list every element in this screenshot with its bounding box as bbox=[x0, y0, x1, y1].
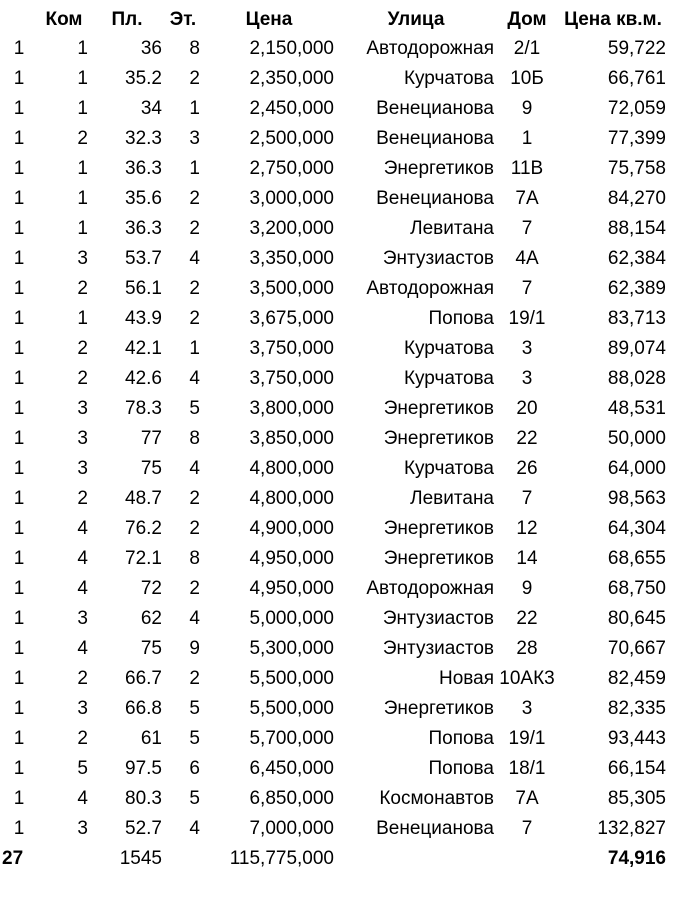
cell-floor: 6 bbox=[189, 758, 200, 779]
cell-index: 1 bbox=[13, 278, 25, 299]
cell-index: 1 bbox=[13, 308, 25, 329]
cell-house: 7А bbox=[515, 788, 539, 809]
header-rooms: Ком bbox=[45, 9, 83, 30]
cell-area: 77 bbox=[140, 428, 162, 449]
cell-price-per-sqm: 132,827 bbox=[597, 818, 666, 839]
cell-street: Левитана bbox=[410, 218, 494, 239]
table-row bbox=[0, 604, 668, 634]
table-row bbox=[0, 634, 668, 664]
cell-floor: 5 bbox=[189, 698, 200, 719]
cell-index: 1 bbox=[13, 638, 25, 659]
cell-price: 4,950,000 bbox=[249, 578, 334, 599]
cell-floor: 2 bbox=[189, 278, 200, 299]
table-row bbox=[0, 544, 668, 574]
cell-area: 34 bbox=[140, 98, 162, 119]
cell-price: 5,500,000 bbox=[249, 668, 334, 689]
cell-area: 36 bbox=[140, 38, 162, 59]
cell-floor: 5 bbox=[189, 788, 200, 809]
cell-street: Энергетиков bbox=[383, 518, 494, 539]
cell-area: 36.3 bbox=[125, 218, 162, 239]
table-row bbox=[0, 754, 668, 784]
cell-floor: 2 bbox=[189, 308, 200, 329]
apartments-table bbox=[0, 6, 668, 874]
cell-index: 1 bbox=[13, 398, 25, 419]
cell-rooms: 2 bbox=[77, 668, 88, 689]
table-row bbox=[0, 694, 668, 724]
table-row bbox=[0, 184, 668, 214]
cell-area: 72.1 bbox=[125, 548, 162, 569]
cell-floor: 8 bbox=[189, 38, 200, 59]
header-house: Дом bbox=[507, 9, 547, 30]
cell-price-per-sqm: 68,655 bbox=[607, 548, 666, 569]
cell-floor: 2 bbox=[189, 578, 200, 599]
cell-house: 19/1 bbox=[508, 308, 546, 329]
cell-floor: 5 bbox=[189, 398, 200, 419]
cell-price: 5,000,000 bbox=[249, 608, 334, 629]
cell-price-per-sqm: 75,758 bbox=[607, 158, 666, 179]
cell-house: 28 bbox=[516, 638, 538, 659]
cell-index: 1 bbox=[13, 728, 25, 749]
cell-area: 62 bbox=[140, 608, 162, 629]
cell-street: Энтузиастов bbox=[382, 248, 494, 269]
cell-house: 4А bbox=[515, 248, 539, 269]
total-price: 115,775,000 bbox=[229, 848, 334, 869]
cell-index: 1 bbox=[13, 158, 25, 179]
cell-index: 1 bbox=[13, 368, 25, 389]
cell-house: 7 bbox=[521, 488, 533, 509]
cell-rooms: 1 bbox=[77, 68, 88, 89]
cell-area: 76.2 bbox=[125, 518, 162, 539]
cell-index: 1 bbox=[13, 608, 25, 629]
cell-street: Энергетиков bbox=[383, 158, 494, 179]
cell-street: Энергетиков bbox=[383, 398, 494, 419]
table-row bbox=[0, 784, 668, 814]
table-row bbox=[0, 274, 668, 304]
cell-price-per-sqm: 62,384 bbox=[607, 248, 666, 269]
cell-street: Автодорожная bbox=[366, 38, 494, 59]
total-empty-2 bbox=[164, 844, 202, 874]
cell-street: Венецианова bbox=[376, 128, 494, 149]
table-row bbox=[0, 514, 668, 544]
cell-street: Попова bbox=[428, 308, 494, 329]
cell-floor: 4 bbox=[189, 818, 200, 839]
cell-price: 7,000,000 bbox=[249, 818, 334, 839]
cell-price: 5,500,000 bbox=[249, 698, 334, 719]
cell-price-per-sqm: 64,304 bbox=[607, 518, 666, 539]
cell-street: Венецианова bbox=[376, 98, 494, 119]
header-area: Пл. bbox=[111, 9, 143, 30]
cell-rooms: 3 bbox=[77, 458, 88, 479]
cell-house: 10АК3 bbox=[499, 668, 555, 689]
cell-rooms: 4 bbox=[77, 548, 88, 569]
cell-street: Космонавтов bbox=[379, 788, 494, 809]
cell-rooms: 3 bbox=[77, 698, 88, 719]
cell-price: 4,800,000 bbox=[249, 458, 334, 479]
cell-floor: 2 bbox=[189, 188, 200, 209]
cell-street: Курчатова bbox=[403, 368, 494, 389]
totals-row bbox=[0, 844, 668, 874]
cell-price-per-sqm: 66,761 bbox=[607, 68, 666, 89]
cell-street: Курчатова bbox=[403, 68, 494, 89]
table-row bbox=[0, 484, 668, 514]
cell-floor: 1 bbox=[189, 98, 200, 119]
cell-rooms: 2 bbox=[77, 368, 88, 389]
cell-price: 3,200,000 bbox=[249, 218, 334, 239]
cell-area: 52.7 bbox=[125, 818, 162, 839]
cell-price-per-sqm: 93,443 bbox=[607, 728, 666, 749]
cell-area: 78.3 bbox=[125, 398, 162, 419]
cell-street: Энергетиков bbox=[383, 698, 494, 719]
cell-house: 3 bbox=[521, 698, 533, 719]
cell-house: 19/1 bbox=[508, 728, 546, 749]
cell-price-per-sqm: 59,722 bbox=[607, 38, 666, 59]
cell-price: 3,750,000 bbox=[249, 368, 334, 389]
cell-street: Энтузиастов bbox=[382, 608, 494, 629]
cell-area: 80.3 bbox=[125, 788, 162, 809]
cell-index: 1 bbox=[13, 98, 25, 119]
cell-area: 42.1 bbox=[125, 338, 162, 359]
cell-index: 1 bbox=[13, 818, 25, 839]
total-empty-1 bbox=[38, 844, 90, 874]
cell-area: 72 bbox=[140, 578, 162, 599]
table-row bbox=[0, 214, 668, 244]
cell-area: 43.9 bbox=[125, 308, 162, 329]
cell-price: 5,700,000 bbox=[249, 728, 334, 749]
cell-floor: 2 bbox=[189, 488, 200, 509]
cell-price: 3,675,000 bbox=[249, 308, 334, 329]
cell-price-per-sqm: 72,059 bbox=[607, 98, 666, 119]
cell-price-per-sqm: 82,459 bbox=[607, 668, 666, 689]
cell-house: 3 bbox=[521, 338, 533, 359]
cell-street: Курчатова bbox=[403, 338, 494, 359]
table-row bbox=[0, 454, 668, 484]
cell-price: 3,850,000 bbox=[249, 428, 334, 449]
cell-price: 4,950,000 bbox=[249, 548, 334, 569]
cell-price: 6,450,000 bbox=[249, 758, 334, 779]
cell-rooms: 4 bbox=[77, 578, 88, 599]
cell-price-per-sqm: 84,270 bbox=[607, 188, 666, 209]
cell-index: 1 bbox=[13, 758, 25, 779]
cell-rooms: 3 bbox=[77, 818, 88, 839]
cell-price-per-sqm: 77,399 bbox=[607, 128, 666, 149]
cell-price: 2,350,000 bbox=[249, 68, 334, 89]
cell-street: Энергетиков bbox=[383, 548, 494, 569]
cell-index: 1 bbox=[13, 428, 25, 449]
table-row bbox=[0, 244, 668, 274]
header-price-per-sqm: Цена кв.м. bbox=[564, 9, 662, 30]
table-row bbox=[0, 304, 668, 334]
cell-street: Левитана bbox=[410, 488, 494, 509]
cell-index: 1 bbox=[13, 548, 25, 569]
table-row bbox=[0, 34, 668, 64]
header-index bbox=[0, 6, 38, 34]
cell-rooms: 4 bbox=[77, 638, 88, 659]
cell-index: 1 bbox=[13, 518, 25, 539]
cell-price-per-sqm: 80,645 bbox=[607, 608, 666, 629]
cell-price-per-sqm: 50,000 bbox=[607, 428, 666, 449]
cell-rooms: 2 bbox=[77, 128, 88, 149]
cell-floor: 4 bbox=[189, 248, 200, 269]
table-row bbox=[0, 574, 668, 604]
cell-price: 3,750,000 bbox=[249, 338, 334, 359]
cell-index: 1 bbox=[13, 188, 25, 209]
cell-house: 1 bbox=[521, 128, 533, 149]
cell-house: 7 bbox=[521, 818, 533, 839]
total-area: 1545 bbox=[119, 848, 162, 869]
cell-area: 61 bbox=[140, 728, 162, 749]
cell-rooms: 1 bbox=[77, 218, 88, 239]
cell-house: 2/1 bbox=[513, 38, 541, 59]
cell-price-per-sqm: 98,563 bbox=[607, 488, 666, 509]
cell-street: Попова bbox=[428, 758, 494, 779]
cell-area: 32.3 bbox=[125, 128, 162, 149]
cell-price-per-sqm: 88,154 bbox=[607, 218, 666, 239]
cell-index: 1 bbox=[13, 338, 25, 359]
cell-area: 35.2 bbox=[125, 68, 162, 89]
cell-price-per-sqm: 66,154 bbox=[607, 758, 666, 779]
cell-index: 1 bbox=[13, 788, 25, 809]
table-row bbox=[0, 394, 668, 424]
cell-house: 12 bbox=[516, 518, 538, 539]
cell-index: 1 bbox=[13, 668, 25, 689]
cell-area: 56.1 bbox=[125, 278, 162, 299]
cell-area: 97.5 bbox=[125, 758, 162, 779]
cell-price-per-sqm: 88,028 bbox=[607, 368, 666, 389]
cell-floor: 8 bbox=[189, 428, 200, 449]
cell-floor: 2 bbox=[189, 68, 200, 89]
cell-area: 48.7 bbox=[125, 488, 162, 509]
table-row bbox=[0, 814, 668, 844]
cell-floor: 8 bbox=[189, 548, 200, 569]
header-price: Цена bbox=[245, 9, 293, 30]
cell-price-per-sqm: 62,389 bbox=[607, 278, 666, 299]
cell-street: Новая bbox=[438, 668, 494, 689]
cell-floor: 2 bbox=[189, 218, 200, 239]
cell-rooms: 4 bbox=[77, 518, 88, 539]
cell-house: 20 bbox=[516, 398, 538, 419]
cell-street: Энергетиков bbox=[383, 428, 494, 449]
table-row bbox=[0, 334, 668, 364]
cell-price-per-sqm: 68,750 bbox=[607, 578, 666, 599]
cell-rooms: 1 bbox=[77, 158, 88, 179]
total-empty-4 bbox=[496, 844, 558, 874]
cell-rooms: 2 bbox=[77, 488, 88, 509]
cell-price-per-sqm: 70,667 bbox=[607, 638, 666, 659]
cell-house: 22 bbox=[516, 428, 538, 449]
cell-index: 1 bbox=[13, 128, 25, 149]
cell-street: Энтузиастов bbox=[382, 638, 494, 659]
cell-rooms: 2 bbox=[77, 338, 88, 359]
table-body bbox=[0, 34, 668, 844]
cell-street: Венецианова bbox=[376, 818, 494, 839]
cell-price-per-sqm: 89,074 bbox=[607, 338, 666, 359]
cell-rooms: 3 bbox=[77, 248, 88, 269]
cell-price: 3,500,000 bbox=[249, 278, 334, 299]
cell-price: 2,500,000 bbox=[249, 128, 334, 149]
cell-rooms: 3 bbox=[77, 398, 88, 419]
cell-rooms: 1 bbox=[77, 38, 88, 59]
total-avg-price-sqm: 74,916 bbox=[607, 848, 666, 869]
cell-price-per-sqm: 48,531 bbox=[607, 398, 666, 419]
cell-area: 66.8 bbox=[125, 698, 162, 719]
cell-house: 10Б bbox=[510, 68, 544, 89]
cell-rooms: 4 bbox=[77, 788, 88, 809]
cell-floor: 3 bbox=[189, 128, 200, 149]
cell-street: Венецианова bbox=[376, 188, 494, 209]
cell-price-per-sqm: 85,305 bbox=[607, 788, 666, 809]
cell-floor: 4 bbox=[189, 608, 200, 629]
cell-price: 3,800,000 bbox=[249, 398, 334, 419]
cell-floor: 4 bbox=[189, 368, 200, 389]
cell-house: 18/1 bbox=[508, 758, 546, 779]
cell-rooms: 3 bbox=[77, 608, 88, 629]
cell-floor: 9 bbox=[189, 638, 200, 659]
table-row bbox=[0, 94, 668, 124]
cell-price-per-sqm: 64,000 bbox=[607, 458, 666, 479]
cell-street: Автодорожная bbox=[366, 578, 494, 599]
cell-index: 1 bbox=[13, 458, 25, 479]
cell-area: 36.3 bbox=[125, 158, 162, 179]
cell-floor: 5 bbox=[189, 728, 200, 749]
cell-rooms: 1 bbox=[77, 188, 88, 209]
cell-price-per-sqm: 83,713 bbox=[607, 308, 666, 329]
cell-index: 1 bbox=[13, 68, 25, 89]
cell-house: 7А bbox=[515, 188, 539, 209]
cell-street: Автодорожная bbox=[366, 278, 494, 299]
cell-rooms: 1 bbox=[77, 98, 88, 119]
cell-price: 2,150,000 bbox=[249, 38, 334, 59]
cell-house: 9 bbox=[521, 578, 533, 599]
table-row bbox=[0, 64, 668, 94]
cell-rooms: 3 bbox=[77, 428, 88, 449]
cell-rooms: 1 bbox=[77, 308, 88, 329]
cell-area: 42.6 bbox=[125, 368, 162, 389]
cell-house: 26 bbox=[516, 458, 538, 479]
cell-index: 1 bbox=[13, 248, 25, 269]
total-empty-3 bbox=[336, 844, 496, 874]
cell-house: 22 bbox=[516, 608, 538, 629]
header-street: Улица bbox=[387, 9, 445, 30]
table-row bbox=[0, 724, 668, 754]
table-row bbox=[0, 124, 668, 154]
cell-price: 5,300,000 bbox=[249, 638, 334, 659]
cell-house: 14 bbox=[516, 548, 538, 569]
cell-index: 1 bbox=[13, 698, 25, 719]
cell-area: 66.7 bbox=[125, 668, 162, 689]
cell-price: 4,900,000 bbox=[249, 518, 334, 539]
cell-rooms: 2 bbox=[77, 278, 88, 299]
cell-area: 35.6 bbox=[125, 188, 162, 209]
cell-floor: 2 bbox=[189, 668, 200, 689]
cell-house: 7 bbox=[521, 218, 533, 239]
cell-floor: 2 bbox=[189, 518, 200, 539]
cell-price-per-sqm: 82,335 bbox=[607, 698, 666, 719]
cell-floor: 4 bbox=[189, 458, 200, 479]
table-row bbox=[0, 154, 668, 184]
cell-street: Курчатова bbox=[403, 458, 494, 479]
cell-price: 2,750,000 bbox=[249, 158, 334, 179]
cell-price: 2,450,000 bbox=[249, 98, 334, 119]
cell-area: 53.7 bbox=[125, 248, 162, 269]
table-row bbox=[0, 364, 668, 394]
cell-house: 3 bbox=[521, 368, 533, 389]
header-floor: Эт. bbox=[169, 9, 197, 30]
total-count: 27 bbox=[2, 848, 24, 869]
cell-rooms: 5 bbox=[77, 758, 88, 779]
cell-index: 1 bbox=[13, 218, 25, 239]
cell-area: 75 bbox=[140, 458, 162, 479]
cell-street: Попова bbox=[428, 728, 494, 749]
cell-index: 1 bbox=[13, 38, 25, 59]
cell-rooms: 2 bbox=[77, 728, 88, 749]
cell-area: 75 bbox=[140, 638, 162, 659]
cell-price: 6,850,000 bbox=[249, 788, 334, 809]
cell-house: 11В bbox=[510, 158, 544, 179]
cell-index: 1 bbox=[13, 488, 25, 509]
cell-price: 3,350,000 bbox=[249, 248, 334, 269]
cell-house: 9 bbox=[521, 98, 533, 119]
table-row bbox=[0, 424, 668, 454]
cell-house: 7 bbox=[521, 278, 533, 299]
cell-floor: 1 bbox=[189, 158, 200, 179]
cell-price: 4,800,000 bbox=[249, 488, 334, 509]
cell-price: 3,000,000 bbox=[249, 188, 334, 209]
header-row bbox=[0, 6, 668, 34]
table-row bbox=[0, 664, 668, 694]
cell-floor: 1 bbox=[189, 338, 200, 359]
cell-index: 1 bbox=[13, 578, 25, 599]
